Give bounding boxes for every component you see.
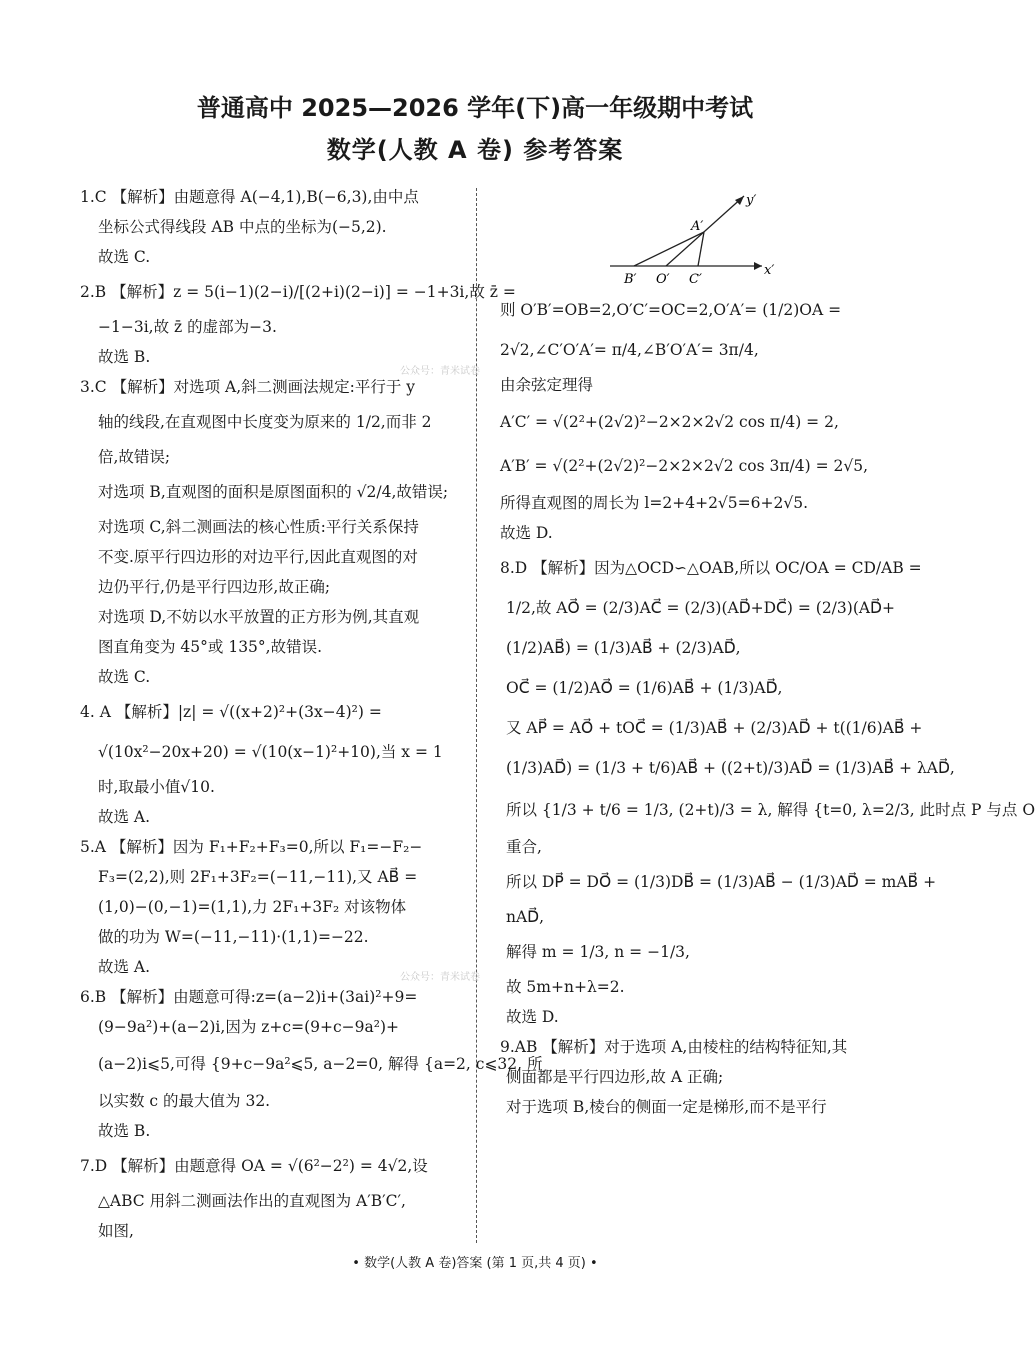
answer-1-line: 1.C 【解析】由题意得 A(−4,1),B(−6,3),由中点 — [80, 188, 419, 206]
answer-5-line: 故选 A. — [98, 958, 151, 976]
right-column — [500, 186, 1035, 1122]
answer-8-line: (1/3)AD⃗) = (1/3 + t/6)AB⃗ + ((2+t)/3)AD⃗ = (1/3)AB⃗ + λAD⃗, — [506, 759, 955, 777]
answer-9-line: 对于选项 B,棱台的侧面一定是梯形,而不是平行 — [506, 1098, 827, 1116]
answer-7-line: 2√2,∠C′O′A′= π/4,∠B′O′A′= 3π/4, — [500, 341, 759, 359]
point-c-label: C′ — [689, 272, 702, 287]
answer-3-line: 不变.原平行四边形的对边平行,因此直观图的对 — [98, 548, 418, 566]
answer-6-line: (a−2)i⩽5,可得 {9+c−9a²⩽5, a−2=0, 解得 {a=2, c⩽32, 所 — [98, 1055, 543, 1073]
y-label: y′ — [746, 193, 757, 208]
answer-3-line: 对选项 C,斜二测画法的核心性质:平行关系保持 — [98, 518, 419, 536]
answer-5-line: (1,0)−(0,−1)=(1,1),力 2F₁+3F₂ 对该物体 — [98, 898, 407, 916]
answer-4-line: √(10x²−20x+20) = √(10(x−1)²+10),当 x = 1 — [98, 743, 443, 761]
answer-7-line: 如图, — [98, 1222, 134, 1240]
oblique-figure — [500, 186, 878, 290]
point-a-label: A′ — [691, 219, 704, 234]
answer-8-line: (1/2)AB⃗) = (1/3)AB⃗ + (2/3)AD⃗, — [506, 639, 741, 657]
answer-7-line: 7.D 【解析】由题意得 OA = √(6²−2²) = 4√2,设 — [80, 1157, 428, 1175]
answer-1-line: 故选 C. — [98, 248, 151, 266]
answer-2-line: 2.B 【解析】z = 5(i−1)(2−i)/[(2+i)(2−i)] = −1+3i,故 z̄ = — [80, 283, 516, 301]
answer-2-line: −1−3i,故 z̄ 的虚部为−3. — [98, 318, 277, 336]
answer-3-line: 对选项 B,直观图的面积是原图面积的 √2/4,故错误; — [98, 483, 449, 501]
answer-8-line: 8.D 【解析】因为△OCD∽△OAB,所以 OC/OA = CD/AB = — [500, 559, 922, 577]
answer-9-line: 9.AB 【解析】对于选项 A,由棱柱的结构特征知,其 — [500, 1038, 848, 1056]
answer-7-line: A′B′ = √(2²+(2√2)²−2×2×2√2 cos 3π/4) = 2√5, — [500, 457, 869, 475]
answer-8-line: 又 AP⃗ = AO⃗ + tOC⃗ = (1/3)AB⃗ + (2/3)AD⃗ + t((1/6)AB⃗ + — [506, 719, 923, 737]
answer-3-line: 3.C 【解析】对选项 A,斜二测画法规定:平行于 y — [80, 378, 416, 396]
answer-8-line: 所以 DP⃗ = DO⃗ = (1/3)DB⃗ = (1/3)AB⃗ − (1/3)AD⃗ = mAB⃗ + — [506, 873, 937, 891]
answer-7-line: 所得直观图的周长为 l=2+4+2√5=6+2√5. — [500, 494, 809, 512]
answer-1-line: 坐标公式得线段 AB 中点的坐标为(−5,2). — [98, 218, 387, 236]
exam-subtitle: 数学(人教 A 卷) 参考答案 — [326, 136, 624, 164]
exam-title: 普通高中 2025—2026 学年(下)高一年级期中考试 — [196, 94, 754, 122]
answer-3-line: 边仍平行,仍是平行四边形,故正确; — [98, 578, 331, 596]
answer-6-line: 故选 B. — [98, 1122, 151, 1140]
answer-9-line: 侧面都是平行四边形,故 A 正确; — [506, 1068, 724, 1086]
answer-6-line: (9−9a²)+(a−2)i,因为 z+c=(9+c−9a²)+ — [98, 1018, 399, 1036]
answer-3-line: 图直角变为 45°或 135°,故错误. — [98, 638, 323, 656]
segment-ba — [634, 232, 704, 266]
answer-7-line: 由余弦定理得 — [500, 376, 594, 394]
point-b-label: B′ — [624, 272, 637, 287]
answer-5-line: 做的功为 W=(−11,−11)·(1,1)=−22. — [98, 928, 369, 946]
answer-8-line: 重合, — [506, 838, 542, 856]
answer-3-line: 倍,故错误; — [98, 448, 171, 466]
answer-7-line: △ABC 用斜二测画法作出的直观图为 A′B′C′, — [98, 1192, 406, 1210]
answer-8-line: 故选 D. — [506, 1008, 559, 1026]
answer-6-line: 以实数 c 的最大值为 32. — [98, 1092, 271, 1110]
answer-5-line: 5.A 【解析】因为 F₁+F₂+F₃=0,所以 F₁=−F₂− — [80, 838, 423, 856]
answer-8-line: 所以 {1/3 + t/6 = 1/3, (2+t)/3 = λ, 解得 {t=0, λ=2/3, 此时点 P 与点 O — [506, 801, 1035, 819]
answer-6-line: 6.B 【解析】由题意可得:z=(a−2)i+(3ai)²+9= — [80, 988, 418, 1006]
answer-8-line: nAD⃗, — [506, 908, 545, 926]
answer-8-line: 故 5m+n+λ=2. — [506, 978, 625, 996]
page-footer: • 数学(人教 A 卷)答案 (第 1 页,共 4 页) • — [352, 1256, 598, 1271]
answer-4-line: 时,取最小值√10. — [98, 778, 215, 796]
point-o-label: O′ — [656, 272, 670, 287]
y-axis — [666, 196, 744, 266]
answer-3-line: 对选项 D,不妨以水平放置的正方形为例,其直观 — [98, 608, 420, 626]
answer-8-line: OC⃗ = (1/2)AO⃗ = (1/6)AB⃗ + (1/3)AD⃗, — [506, 679, 783, 697]
answer-4-line: 故选 A. — [98, 808, 151, 826]
x-label: x′ — [764, 263, 775, 278]
answer-3-line: 轴的线段,在直观图中长度变为原来的 1/2,而非 2 — [98, 413, 432, 431]
watermark: 公众号：青米试卷 — [400, 366, 480, 377]
answer-2-line: 故选 B. — [98, 348, 151, 366]
answer-7-line: 则 O′B′=OB=2,O′C′=OC=2,O′A′= (1/2)OA = — [500, 301, 842, 319]
x-axis-arrow — [754, 262, 762, 270]
answer-5-line: F₃=(2,2),则 2F₁+3F₂=(−11,−11),又 AB⃗ = — [98, 868, 418, 886]
watermark: 公众号：青米试卷 — [400, 972, 480, 983]
coordinate-diagram — [500, 186, 878, 290]
answer-8-line: 解得 m = 1/3, n = −1/3, — [506, 943, 690, 961]
answer-3-line: 故选 C. — [98, 668, 151, 686]
answer-7-line: A′C′ = √(2²+(2√2)²−2×2×2√2 cos π/4) = 2, — [500, 413, 839, 431]
answer-8-line: 1/2,故 AO⃗ = (2/3)AC⃗ = (2/3)(AD⃗+DC⃗) = (2/3)(AD⃗+ — [506, 599, 895, 617]
answer-4-line: 4. A 【解析】|z| = √((x+2)²+(3x−4)²) = — [80, 703, 382, 721]
answer-7-line: 故选 D. — [500, 524, 553, 542]
